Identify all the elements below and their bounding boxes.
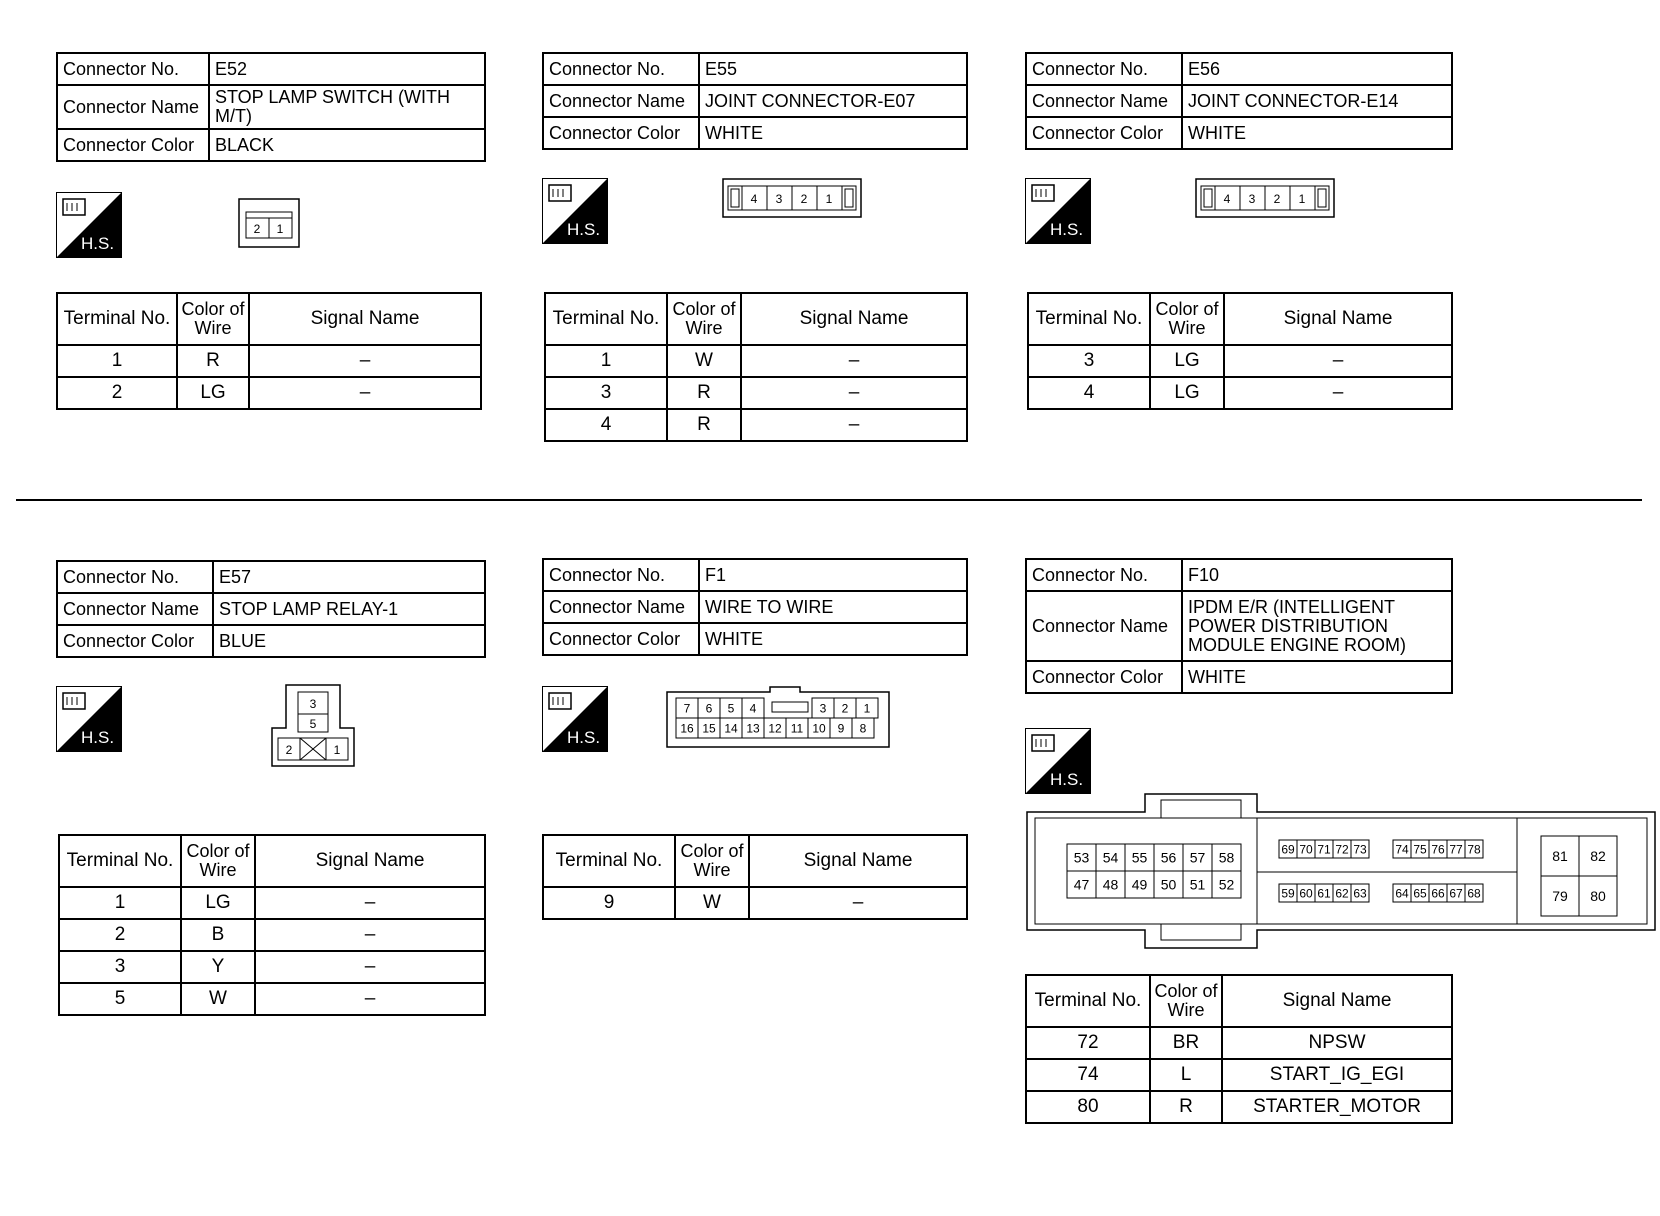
wire-color-cell: W bbox=[675, 887, 749, 919]
connector-info-table bbox=[56, 52, 486, 162]
connector-pin-face bbox=[1195, 178, 1335, 218]
svg-text:2: 2 bbox=[285, 743, 293, 757]
connector-no-label: Connector No. bbox=[543, 53, 699, 85]
pin-label: 58 bbox=[1218, 849, 1235, 866]
pin-label: 55 bbox=[1131, 849, 1148, 866]
connector-color-label: Connector Color bbox=[1026, 117, 1182, 149]
pin-label: 47 bbox=[1073, 876, 1090, 893]
terminal-table bbox=[58, 834, 486, 1016]
section-divider bbox=[16, 499, 1642, 501]
pin-label: 54 bbox=[1102, 849, 1119, 866]
table-row bbox=[59, 983, 485, 1015]
wire-color-cell: BR bbox=[1150, 1027, 1222, 1059]
svg-text:4: 4 bbox=[750, 192, 758, 206]
connector-name-label: Connector Name bbox=[1026, 85, 1182, 117]
connector-name-label: Connector Name bbox=[543, 85, 699, 117]
table-row bbox=[59, 887, 485, 919]
color-of-wire-header: Color of Wire bbox=[181, 835, 255, 887]
connector-name-label: Connector Name bbox=[57, 593, 213, 625]
svg-text:2: 2 bbox=[800, 192, 808, 206]
color-of-wire-header: Color of Wire bbox=[667, 293, 741, 345]
svg-text:H.S.: H.S. bbox=[1050, 770, 1084, 789]
pin-label: 65 bbox=[1413, 886, 1427, 901]
svg-text:H.S.: H.S. bbox=[81, 728, 115, 747]
harness-side-icon bbox=[1025, 728, 1091, 794]
terminal-no-header: Terminal No. bbox=[59, 835, 181, 887]
connector-pin-face bbox=[1025, 792, 1657, 952]
harness-side-icon bbox=[1025, 178, 1091, 244]
svg-text:H.S.: H.S. bbox=[567, 728, 601, 747]
terminal-no-header: Terminal No. bbox=[545, 293, 667, 345]
wire-color-cell: LG bbox=[177, 377, 249, 409]
table-row bbox=[1028, 345, 1452, 377]
table-row bbox=[59, 951, 485, 983]
wire-color-cell: B bbox=[181, 919, 255, 951]
pin-label: 52 bbox=[1218, 876, 1235, 893]
terminal-table bbox=[56, 292, 482, 410]
connector-name-value: JOINT CONNECTOR-E14 bbox=[1182, 85, 1452, 117]
pin-label: 4 bbox=[749, 701, 757, 716]
terminal-cell: 3 bbox=[1028, 345, 1150, 377]
signal-cell: – bbox=[255, 919, 485, 951]
signal-name-header: Signal Name bbox=[249, 293, 481, 345]
pin-label: 5 bbox=[727, 701, 735, 716]
wire-color-cell: Y bbox=[181, 951, 255, 983]
pin-label: 56 bbox=[1160, 849, 1177, 866]
pin-label: 78 bbox=[1467, 842, 1481, 857]
pin-label: 16 bbox=[680, 721, 694, 736]
pin-label: 53 bbox=[1073, 849, 1090, 866]
terminal-cell: 1 bbox=[59, 887, 181, 919]
pin-label: 50 bbox=[1160, 876, 1177, 893]
wire-color-cell: R bbox=[177, 345, 249, 377]
pin-label: 9 bbox=[837, 721, 845, 736]
pin-label: 72 bbox=[1335, 842, 1349, 857]
connector-name-label: Connector Name bbox=[1026, 591, 1182, 661]
connector-info-table bbox=[542, 558, 968, 656]
svg-text:1: 1 bbox=[825, 192, 833, 206]
pin-label: 74 bbox=[1395, 842, 1409, 857]
terminal-cell: 80 bbox=[1026, 1091, 1150, 1123]
connector-info-table bbox=[542, 52, 968, 150]
table-row bbox=[57, 377, 481, 409]
signal-name-header: Signal Name bbox=[749, 835, 967, 887]
signal-cell: – bbox=[255, 983, 485, 1015]
pin-label: 8 bbox=[859, 721, 867, 736]
svg-text:3: 3 bbox=[775, 192, 783, 206]
pin-label: 15 bbox=[702, 721, 716, 736]
table-row bbox=[59, 919, 485, 951]
wire-color-cell: LG bbox=[1150, 345, 1224, 377]
table-row bbox=[1026, 1027, 1452, 1059]
terminal-cell: 72 bbox=[1026, 1027, 1150, 1059]
connector-color-value: BLACK bbox=[209, 129, 485, 161]
connector-name-value: STOP LAMP SWITCH (WITH M/T) bbox=[209, 85, 485, 129]
wire-color-cell: LG bbox=[1150, 377, 1224, 409]
terminal-cell: 2 bbox=[57, 377, 177, 409]
wire-color-cell: LG bbox=[181, 887, 255, 919]
svg-text:2: 2 bbox=[253, 222, 261, 236]
connector-name-value: IPDM E/R (INTELLIGENT POWER DISTRIBUTION MODULE ENGINE ROOM) bbox=[1182, 591, 1452, 661]
pin-label: 1 bbox=[863, 701, 871, 716]
connector-name-label: Connector Name bbox=[543, 591, 699, 623]
connector-color-label: Connector Color bbox=[1026, 661, 1182, 693]
connector-color-value: WHITE bbox=[699, 623, 967, 655]
svg-text:H.S.: H.S. bbox=[1050, 220, 1084, 239]
connector-info-table bbox=[1025, 558, 1453, 694]
terminal-table bbox=[1025, 974, 1453, 1124]
svg-text:H.S.: H.S. bbox=[81, 234, 115, 253]
wire-color-cell: R bbox=[1150, 1091, 1222, 1123]
pin-label: 57 bbox=[1189, 849, 1206, 866]
svg-text:1: 1 bbox=[276, 222, 284, 236]
terminal-cell: 4 bbox=[1028, 377, 1150, 409]
pin-label: 6 bbox=[705, 701, 713, 716]
pin-label: 64 bbox=[1395, 886, 1409, 901]
pin-label: 61 bbox=[1317, 886, 1331, 901]
connector-name-label: Connector Name bbox=[57, 85, 209, 129]
terminal-table bbox=[1027, 292, 1453, 410]
pin-label: 7 bbox=[683, 701, 691, 716]
terminal-no-header: Terminal No. bbox=[543, 835, 675, 887]
terminal-cell: 5 bbox=[59, 983, 181, 1015]
connector-no-value: F1 bbox=[699, 559, 967, 591]
connector-name-value: STOP LAMP RELAY-1 bbox=[213, 593, 485, 625]
signal-cell: – bbox=[741, 377, 967, 409]
connector-no-label: Connector No. bbox=[57, 561, 213, 593]
svg-text:5: 5 bbox=[309, 717, 317, 731]
signal-name-header: Signal Name bbox=[1222, 975, 1452, 1027]
connector-name-value: JOINT CONNECTOR-E07 bbox=[699, 85, 967, 117]
signal-cell: – bbox=[741, 409, 967, 441]
pin-label: 80 bbox=[1590, 888, 1606, 905]
pin-label: 69 bbox=[1281, 842, 1295, 857]
pin-label: 14 bbox=[724, 721, 738, 736]
signal-cell: – bbox=[249, 377, 481, 409]
signal-name-header: Signal Name bbox=[255, 835, 485, 887]
pin-label: 49 bbox=[1131, 876, 1148, 893]
pin-label: 11 bbox=[790, 721, 804, 736]
signal-cell: – bbox=[255, 951, 485, 983]
connector-no-label: Connector No. bbox=[1026, 559, 1182, 591]
connector-info-table bbox=[1025, 52, 1453, 150]
signal-cell: NPSW bbox=[1222, 1027, 1452, 1059]
pin-label: 59 bbox=[1281, 886, 1295, 901]
pin-label: 66 bbox=[1431, 886, 1445, 901]
table-row bbox=[1028, 377, 1452, 409]
svg-text:2: 2 bbox=[1273, 192, 1281, 206]
table-row bbox=[545, 409, 967, 441]
connector-no-value: F10 bbox=[1182, 559, 1452, 591]
pin-label: 60 bbox=[1299, 886, 1313, 901]
svg-text:H.S.: H.S. bbox=[567, 220, 601, 239]
table-row bbox=[1026, 1091, 1452, 1123]
terminal-no-header: Terminal No. bbox=[1026, 975, 1150, 1027]
pin-label: 10 bbox=[812, 721, 826, 736]
harness-side-icon bbox=[542, 178, 608, 244]
harness-side-icon bbox=[542, 686, 608, 752]
connector-color-value: WHITE bbox=[1182, 661, 1452, 693]
terminal-cell: 3 bbox=[545, 377, 667, 409]
terminal-cell: 2 bbox=[59, 919, 181, 951]
svg-text:3: 3 bbox=[1248, 192, 1256, 206]
pin-label: 51 bbox=[1189, 876, 1206, 893]
connector-no-label: Connector No. bbox=[543, 559, 699, 591]
connector-no-label: Connector No. bbox=[1026, 53, 1182, 85]
connector-pin-face bbox=[666, 686, 890, 748]
connector-no-value: E52 bbox=[209, 53, 485, 85]
terminal-cell: 4 bbox=[545, 409, 667, 441]
signal-cell: – bbox=[255, 887, 485, 919]
terminal-no-header: Terminal No. bbox=[57, 293, 177, 345]
connector-color-label: Connector Color bbox=[57, 129, 209, 161]
table-row bbox=[543, 887, 967, 919]
signal-name-header: Signal Name bbox=[1224, 293, 1452, 345]
terminal-cell: 1 bbox=[545, 345, 667, 377]
pin-label: 67 bbox=[1449, 886, 1463, 901]
pin-label: 3 bbox=[819, 701, 827, 716]
pin-label: 81 bbox=[1552, 848, 1568, 865]
connector-name-value: WIRE TO WIRE bbox=[699, 591, 967, 623]
connector-no-value: E57 bbox=[213, 561, 485, 593]
signal-cell: STARTER_MOTOR bbox=[1222, 1091, 1452, 1123]
color-of-wire-header: Color of Wire bbox=[177, 293, 249, 345]
pin-label: 77 bbox=[1449, 842, 1463, 857]
connector-pin-face bbox=[722, 178, 862, 218]
terminal-no-header: Terminal No. bbox=[1028, 293, 1150, 345]
connector-color-label: Connector Color bbox=[543, 623, 699, 655]
pin-label: 82 bbox=[1590, 848, 1606, 865]
connector-pin-face bbox=[270, 684, 356, 768]
pin-label: 79 bbox=[1552, 888, 1568, 905]
terminal-table bbox=[542, 834, 968, 920]
wire-color-cell: R bbox=[667, 377, 741, 409]
pin-label: 13 bbox=[746, 721, 760, 736]
signal-cell: – bbox=[741, 345, 967, 377]
signal-cell: – bbox=[1224, 377, 1452, 409]
svg-text:1: 1 bbox=[333, 743, 341, 757]
pin-label: 63 bbox=[1353, 886, 1367, 901]
svg-text:4: 4 bbox=[1223, 192, 1231, 206]
connector-color-value: BLUE bbox=[213, 625, 485, 657]
color-of-wire-header: Color of Wire bbox=[1150, 293, 1224, 345]
pin-label: 62 bbox=[1335, 886, 1349, 901]
svg-text:3: 3 bbox=[309, 697, 317, 711]
table-row bbox=[57, 345, 481, 377]
connector-no-value: E56 bbox=[1182, 53, 1452, 85]
pin-label: 70 bbox=[1299, 842, 1313, 857]
connector-no-label: Connector No. bbox=[57, 53, 209, 85]
terminal-cell: 3 bbox=[59, 951, 181, 983]
terminal-cell: 1 bbox=[57, 345, 177, 377]
signal-cell: – bbox=[249, 345, 481, 377]
color-of-wire-header: Color of Wire bbox=[1150, 975, 1222, 1027]
signal-cell: – bbox=[1224, 345, 1452, 377]
harness-side-icon bbox=[56, 192, 122, 258]
wire-color-cell: W bbox=[181, 983, 255, 1015]
connector-color-label: Connector Color bbox=[543, 117, 699, 149]
table-row bbox=[545, 345, 967, 377]
connector-color-value: WHITE bbox=[699, 117, 967, 149]
pin-label: 2 bbox=[841, 701, 849, 716]
connector-color-value: WHITE bbox=[1182, 117, 1452, 149]
pin-label: 73 bbox=[1353, 842, 1367, 857]
connector-pin-face bbox=[238, 198, 300, 248]
pin-label: 75 bbox=[1413, 842, 1427, 857]
terminal-cell: 74 bbox=[1026, 1059, 1150, 1091]
connector-color-label: Connector Color bbox=[57, 625, 213, 657]
terminal-table bbox=[544, 292, 968, 442]
signal-name-header: Signal Name bbox=[741, 293, 967, 345]
signal-cell: START_IG_EGI bbox=[1222, 1059, 1452, 1091]
signal-cell: – bbox=[749, 887, 967, 919]
table-row bbox=[545, 377, 967, 409]
pin-label: 76 bbox=[1431, 842, 1445, 857]
color-of-wire-header: Color of Wire bbox=[675, 835, 749, 887]
pin-label: 71 bbox=[1317, 842, 1331, 857]
pin-label: 12 bbox=[768, 721, 782, 736]
connector-no-value: E55 bbox=[699, 53, 967, 85]
wire-color-cell: R bbox=[667, 409, 741, 441]
connector-info-table bbox=[56, 560, 486, 658]
table-row bbox=[1026, 1059, 1452, 1091]
harness-side-icon bbox=[56, 686, 122, 752]
wire-color-cell: L bbox=[1150, 1059, 1222, 1091]
svg-text:1: 1 bbox=[1298, 192, 1306, 206]
pin-label: 68 bbox=[1467, 886, 1481, 901]
terminal-cell: 9 bbox=[543, 887, 675, 919]
wire-color-cell: W bbox=[667, 345, 741, 377]
pin-label: 48 bbox=[1102, 876, 1119, 893]
